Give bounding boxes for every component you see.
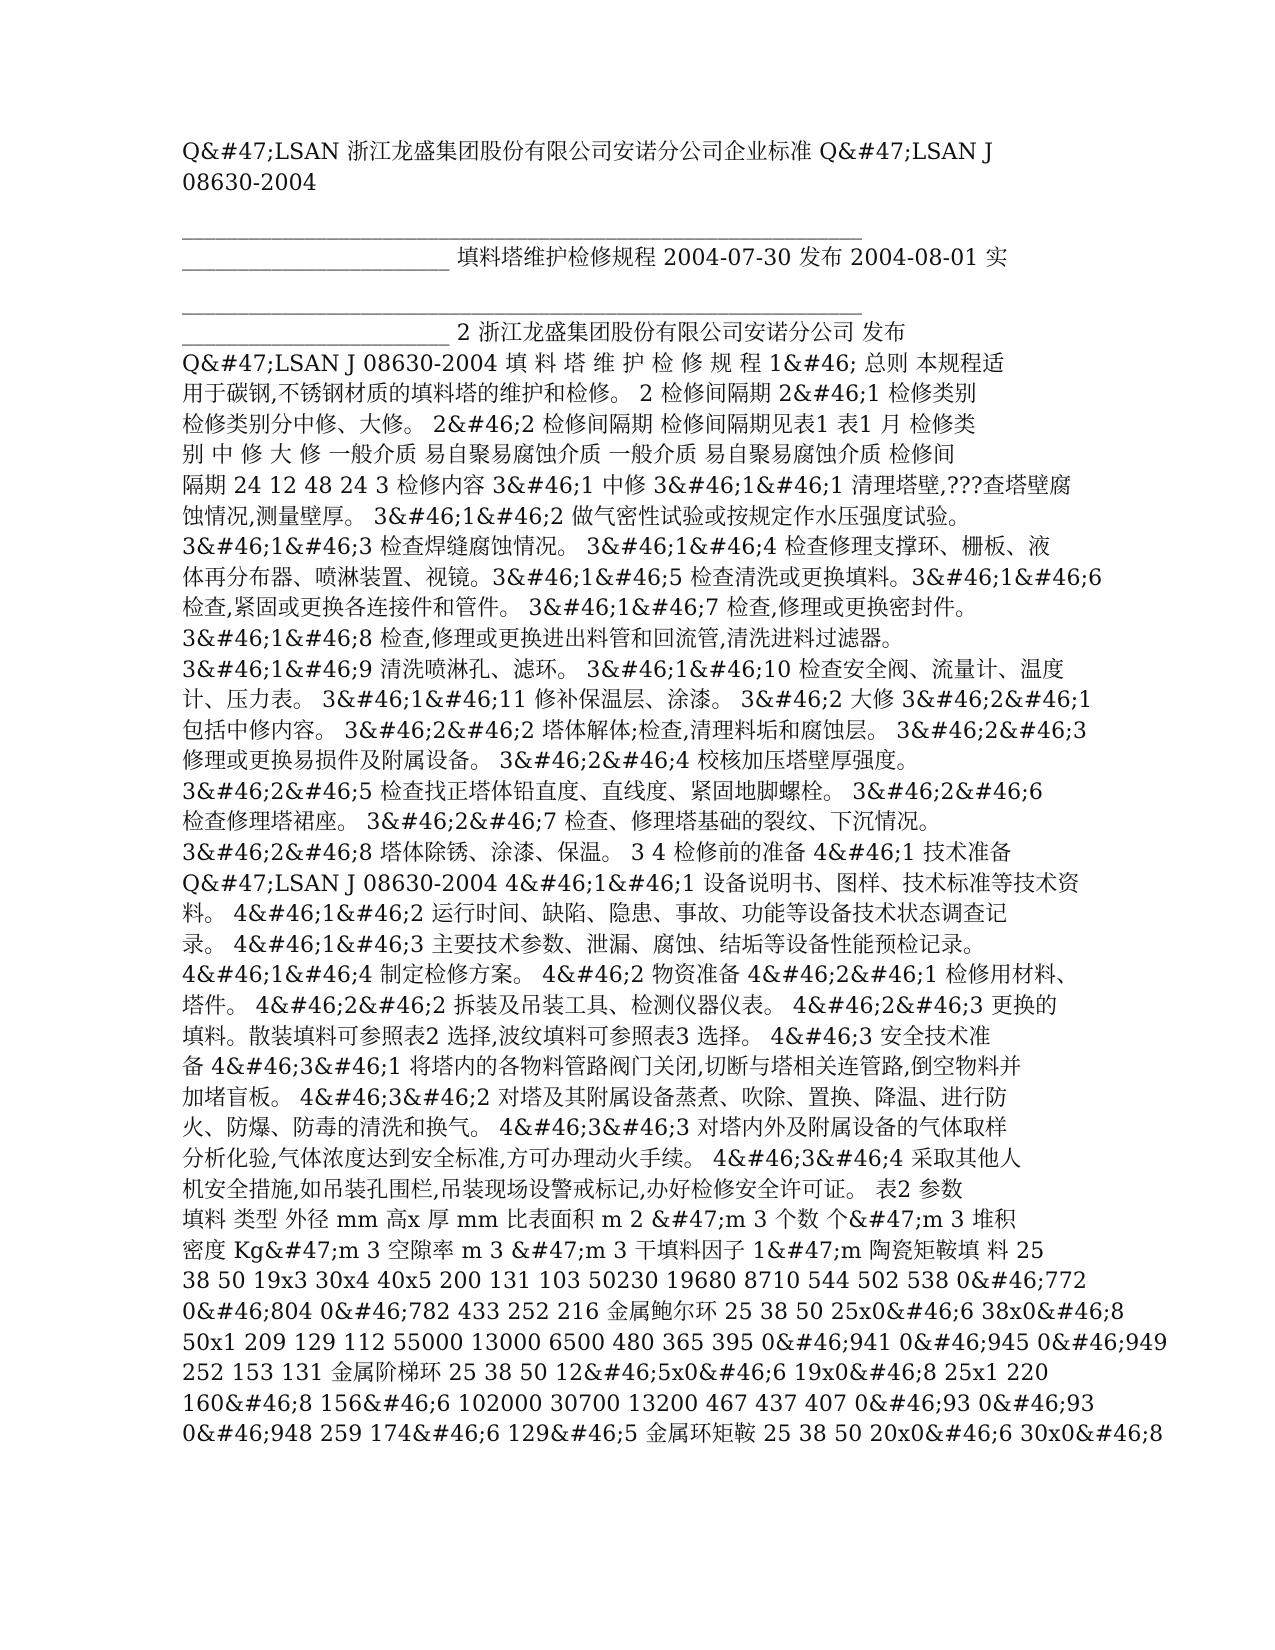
text-line: Q&#47;LSAN J 08630-2004 4&#46;1&#46;1 设备说明书、图样、技术标准等技术资	[182, 871, 1080, 897]
text-line: 包括中修内容。 3&#46;2&#46;2 塔体解体;检查,清理料垢和腐蚀层。 3&#46;2&#46;3	[182, 718, 1088, 744]
text-line: 隔期 24 12 48 24 3 检修内容 3&#46;1 中修 3&#46;1&#46;1 清理塔壁,???查塔壁腐	[182, 473, 1072, 499]
text-line: 08630-2004	[182, 170, 317, 196]
text-line: 录。 4&#46;1&#46;3 主要技术参数、泄漏、腐蚀、结垢等设备性能预检记录。	[182, 932, 986, 958]
text-line: 50x1 209 129 112 55000 13000 6500 480 365 395 0&#46;941 0&#46;945 0&#46;949	[182, 1330, 1168, 1356]
text-line: 3&#46;1&#46;3 检查焊缝腐蚀情况。 3&#46;1&#46;4 检查修理支撑环、栅板、液	[182, 535, 1051, 561]
text-line: 加堵盲板。 4&#46;3&#46;2 对塔及其附属设备蒸煮、吹除、置换、降温、进行防	[182, 1085, 1008, 1111]
text-line: 用于碳钢,不锈钢材质的填料塔的维护和检修。 2 检修间隔期 2&#46;1 检修类别	[182, 382, 977, 408]
text-line: 160&#46;8 156&#46;6 102000 30700 13200 467 437 407 0&#46;93 0&#46;93	[182, 1391, 1095, 1417]
text-line: 塔件。 4&#46;2&#46;2 拆装及吊装工具、检测仪器仪表。 4&#46;2&#46;3 更换的	[182, 994, 1058, 1020]
text-line: 3&#46;1&#46;9 清洗喷淋孔、滤环。 3&#46;1&#46;10 检查安全阀、流量计、温度	[182, 657, 1065, 683]
text-line: 检查,紧固或更换各连接件和管件。 3&#46;1&#46;7 检查,修理或更换密封件。	[182, 596, 978, 622]
title-line: ________________________ 填料塔维护检修规程 2004-07-30 发布 2004-08-01 实	[182, 245, 1008, 271]
text-line: Q&#47;LSAN J 08630-2004 填 料 塔 维 护 检 修 规 程 1&#46; 总则 本规程适	[182, 351, 1005, 377]
text-line: 料。 4&#46;1&#46;2 运行时间、缺陷、隐患、事故、功能等设备技术状态调查记	[182, 902, 1008, 928]
text-line: 密度 Kg&#47;m 3 空隙率 m 3 &#47;m 3 干填料因子 1&#47;m 陶瓷矩鞍填 料 25	[182, 1238, 1045, 1264]
spacer	[182, 274, 1060, 288]
text-line: 别 中 修 大 修 一般介质 易自聚易腐蚀介质 一般介质 易自聚易腐蚀介质 检修间	[182, 443, 956, 469]
rule-line: _____________________________________________________________	[182, 290, 863, 316]
text-line: 3&#46;1&#46;8 检查,修理或更换进出料管和回流管,清洗进料过滤器。	[182, 626, 904, 652]
text-line: 检查修理塔裙座。 3&#46;2&#46;7 检查、修理塔基础的裂纹、下沉情况。	[182, 810, 941, 836]
text-line: 检修类别分中修、大修。 2&#46;2 检修间隔期 检修间隔期见表1 表1 月 检修类	[182, 412, 976, 438]
text-line: 3&#46;2&#46;5 检查找正塔体铅直度、直线度、紧固地脚螺栓。 3&#46;2&#46;6	[182, 779, 1044, 805]
text-line: 0&#46;804 0&#46;782 433 252 216 金属鲍尔环 25 38 50 25x0&#46;6 38x0&#46;8	[182, 1299, 1125, 1325]
rule-line: _____________________________________________________________	[182, 215, 863, 241]
document-body	[182, 138, 1168, 1451]
text-line: 计、压力表。 3&#46;1&#46;11 修补保温层、涂漆。 3&#46;2 大修 3&#46;2&#46;1	[182, 688, 1093, 714]
text-line: 填料。散装填料可参照表2 选择,波纹填料可参照表3 选择。 4&#46;3 安全技术准	[182, 1024, 991, 1050]
text-line: 蚀情况,测量壁厚。 3&#46;1&#46;2 做气密性试验或按规定作水压强度试验。	[182, 504, 971, 530]
text-line: 分析化验,气体浓度达到安全标准,方可办理动火手续。 4&#46;3&#46;4 采取其他人	[182, 1147, 1022, 1172]
text-line: 修理或更换易损件及附属设备。 3&#46;2&#46;4 校核加压塔壁厚强度。	[182, 749, 919, 775]
publisher-line: ________________________ 2 浙江龙盛集团股份有限公司安诺分公司 发布	[182, 320, 907, 346]
spacer	[182, 199, 1060, 213]
text-line: 火、防爆、防毒的清洗和换气。 4&#46;3&#46;3 对塔内外及附属设备的气体取样	[182, 1116, 1008, 1142]
text-line: 4&#46;1&#46;4 制定检修方案。 4&#46;2 物资准备 4&#46;2&#46;1 检修用材料、	[182, 963, 1079, 989]
text-line: 体再分布器、喷淋装置、视镜。3&#46;1&#46;5 检查清洗或更换填料。3&#46;1&#46;6	[182, 565, 1103, 591]
text-line: 38 50 19x3 30x4 40x5 200 131 103 50230 19680 8710 544 502 538 0&#46;772	[182, 1269, 1088, 1295]
text-line: 备 4&#46;3&#46;1 将塔内的各物料管路阀门关闭,切断与塔相关连管路,倒空物料并	[182, 1055, 1022, 1081]
text-line: 填料 类型 外径 mm 高x 厚 mm 比表面积 m 2 &#47;m 3 个数 个&#47;m 3 堆积	[182, 1208, 1017, 1234]
text-line: 252 153 131 金属阶梯环 25 38 50 12&#46;5x0&#46;6 19x0&#46;8 25x1 220	[182, 1361, 1049, 1387]
text-line: 0&#46;948 259 174&#46;6 129&#46;5 金属环矩鞍 25 38 50 20x0&#46;6 30x0&#46;8	[182, 1422, 1164, 1448]
text-line: Q&#47;LSAN 浙江龙盛集团股份有限公司安诺分公司企业标准 Q&#47;LSAN J	[182, 140, 994, 165]
text-line: 机安全措施,如吊装孔围栏,吊装现场设警戒标记,办好检修安全许可证。 表2 参数	[182, 1177, 963, 1203]
text-line: 3&#46;2&#46;8 塔体除锈、涂漆、保温。 3 4 检修前的准备 4&#46;1 技术准备	[182, 841, 1012, 867]
